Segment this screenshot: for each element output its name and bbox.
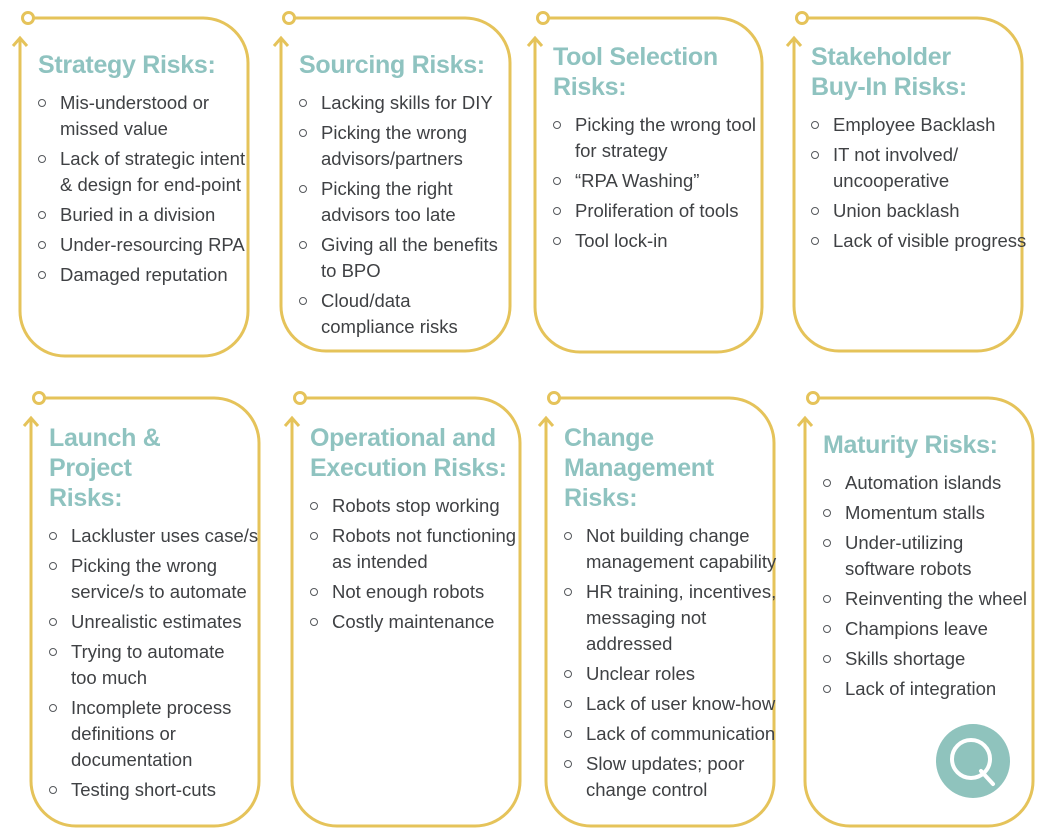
bullet-circle-icon — [564, 700, 572, 708]
risk-card — [811, 42, 1027, 258]
bullet-circle-icon — [564, 588, 572, 596]
frame-ring-icon — [549, 393, 560, 404]
list-item-text: Costly maintenance — [332, 611, 495, 632]
list-item — [553, 168, 752, 194]
list-item-text: Skills shortage — [845, 648, 966, 669]
list-item — [38, 202, 238, 228]
list-item-text: Union backlash — [833, 200, 960, 221]
list-item — [38, 146, 246, 198]
list-item — [564, 523, 777, 575]
list-item-text: Reinventing the wheel — [845, 588, 1028, 609]
bullet-circle-icon — [310, 588, 318, 596]
bullet-circle-icon — [811, 237, 819, 245]
list-item-text: Picking the wrong tool — [575, 114, 756, 135]
card-title-line: Maturity Risks: — [823, 431, 998, 459]
risk-card — [299, 50, 500, 344]
list-item-text: Unclear roles — [586, 663, 695, 684]
card-title-line: Sourcing Risks: — [299, 51, 485, 79]
frame-ring-icon — [34, 393, 45, 404]
list-item-text: missed value — [60, 118, 168, 139]
bullet-circle-icon — [553, 237, 561, 245]
risk-card — [564, 423, 777, 807]
card-title — [564, 423, 764, 513]
card-title-line: Management — [564, 454, 714, 482]
card-title — [553, 42, 752, 102]
list-item-text: Slow updates; poor — [586, 753, 745, 774]
bullet-circle-icon — [310, 618, 318, 626]
frame-ring-icon — [23, 13, 34, 24]
arrow-up-icon — [787, 38, 801, 46]
risk-list — [553, 112, 756, 254]
list-item-text: Champions leave — [845, 618, 988, 639]
list-item-text: Proliferation of tools — [575, 200, 739, 221]
bullet-circle-icon — [811, 207, 819, 215]
list-item-text: to BPO — [321, 260, 381, 281]
list-item — [299, 120, 500, 172]
frame-ring-icon — [284, 13, 295, 24]
card-title-line: Stakeholder — [811, 43, 951, 71]
list-item — [823, 530, 1023, 582]
list-item — [553, 198, 752, 224]
card-title — [823, 430, 1023, 460]
bullet-circle-icon — [299, 297, 307, 305]
list-item-text: Not enough robots — [332, 581, 485, 602]
list-item-text: change control — [586, 779, 708, 800]
list-item — [823, 586, 1028, 612]
list-item-text: Picking the wrong — [71, 555, 218, 576]
list-item — [823, 500, 1023, 526]
risk-list — [299, 90, 500, 340]
list-item — [553, 228, 752, 254]
list-item — [299, 90, 500, 116]
list-item-text: “RPA Washing” — [575, 170, 700, 191]
bullet-circle-icon — [38, 241, 46, 249]
list-item-text: documentation — [71, 749, 193, 770]
bullet-circle-icon — [553, 121, 561, 129]
bullet-circle-icon — [823, 479, 831, 487]
bullet-circle-icon — [38, 211, 46, 219]
magnifier-q-icon — [936, 724, 1010, 798]
card-title-line: Launch & Project — [49, 424, 161, 482]
bullet-circle-icon — [38, 155, 46, 163]
bullet-circle-icon — [49, 532, 57, 540]
list-item-text: Buried in a division — [60, 204, 216, 225]
bullet-circle-icon — [564, 760, 572, 768]
bullet-circle-icon — [811, 151, 819, 159]
list-item-text: Not building change — [586, 525, 750, 546]
list-item — [299, 232, 500, 284]
list-item-text: Lack of strategic intent — [60, 148, 246, 169]
card-title — [49, 423, 249, 513]
card-title — [299, 50, 500, 80]
bullet-circle-icon — [564, 532, 572, 540]
bullet-circle-icon — [299, 99, 307, 107]
list-item — [49, 695, 249, 773]
list-item — [823, 616, 1023, 642]
risk-list — [823, 470, 1028, 702]
list-item-text: Automation islands — [845, 472, 1002, 493]
list-item-text: uncooperative — [833, 170, 950, 191]
list-item — [811, 112, 1012, 138]
list-item — [564, 751, 764, 803]
list-item — [49, 777, 249, 803]
arrow-up-icon — [798, 418, 812, 426]
list-item-text: Incomplete process — [71, 697, 232, 718]
bullet-circle-icon — [310, 532, 318, 540]
list-item-text: Unrealistic estimates — [71, 611, 242, 632]
list-item-text: Lacking skills for DIY — [321, 92, 493, 113]
list-item-text: Lack of user know-how — [586, 693, 776, 714]
list-item — [49, 609, 249, 635]
risk-list — [811, 112, 1027, 254]
list-item-text: Momentum stalls — [845, 502, 985, 523]
list-item-text: IT not involved/ — [833, 144, 959, 165]
card-title-line: Risks: — [553, 73, 627, 101]
bullet-circle-icon — [299, 129, 307, 137]
list-item-text: compliance risks — [321, 316, 458, 337]
list-item-text: too much — [71, 667, 148, 688]
list-item-text: Employee Backlash — [833, 114, 996, 135]
list-item-text: Lack of visible progress — [833, 230, 1027, 251]
frame-ring-icon — [797, 13, 808, 24]
risk-card — [823, 430, 1028, 706]
list-item — [811, 198, 1012, 224]
list-item-text: advisors/partners — [321, 148, 463, 169]
bullet-circle-icon — [38, 99, 46, 107]
arrow-up-icon — [285, 418, 299, 426]
list-item — [823, 676, 1023, 702]
bullet-circle-icon — [310, 502, 318, 510]
list-item-text: messaging not — [586, 607, 707, 628]
bullet-circle-icon — [811, 121, 819, 129]
list-item-text: Cloud/data — [321, 290, 411, 311]
list-item — [310, 609, 510, 635]
list-item — [823, 646, 1023, 672]
logo-badge — [936, 724, 1010, 798]
bullet-circle-icon — [38, 271, 46, 279]
list-item — [310, 523, 517, 575]
list-item — [299, 176, 500, 228]
list-item-text: Mis-understood or — [60, 92, 210, 113]
arrow-up-icon — [13, 38, 27, 46]
list-item — [310, 493, 510, 519]
card-title — [310, 423, 510, 483]
bullet-circle-icon — [564, 730, 572, 738]
list-item — [564, 661, 764, 687]
list-item-text: service/s to automate — [71, 581, 247, 602]
list-item — [823, 470, 1023, 496]
bullet-circle-icon — [823, 509, 831, 517]
list-item — [564, 579, 777, 657]
list-item-text: Lackluster uses case/s — [71, 525, 259, 546]
list-item — [811, 228, 1027, 254]
risk-card — [38, 50, 246, 292]
bullet-circle-icon — [49, 648, 57, 656]
frame-ring-icon — [808, 393, 819, 404]
list-item — [38, 232, 245, 258]
bullet-circle-icon — [823, 539, 831, 547]
list-item-text: management capability — [586, 551, 777, 572]
list-item-text: HR training, incentives, — [586, 581, 777, 602]
list-item — [49, 523, 259, 549]
list-item-text: Lack of communication — [586, 723, 776, 744]
card-title-line: Risks: — [564, 484, 638, 512]
list-item — [49, 639, 249, 691]
card-title-line: Change — [564, 424, 654, 452]
card-title-line: Strategy Risks: — [38, 51, 216, 79]
risk-list — [310, 493, 517, 635]
bullet-circle-icon — [299, 241, 307, 249]
list-item — [564, 721, 776, 747]
list-item-text: Under-resourcing RPA — [60, 234, 245, 255]
risk-list — [564, 523, 777, 803]
arrow-up-icon — [539, 418, 553, 426]
list-item-text: Under-utilizing — [845, 532, 964, 553]
arrow-up-icon — [24, 418, 38, 426]
card-title-line: Tool Selection — [553, 43, 718, 71]
list-item-text: Robots not functioning — [332, 525, 517, 546]
risk-list — [49, 523, 259, 803]
list-item — [310, 579, 510, 605]
card-title-line: Execution Risks: — [310, 454, 507, 482]
list-item-text: Picking the wrong — [321, 122, 468, 143]
arrow-up-icon — [528, 38, 542, 46]
list-item-text: Tool lock-in — [575, 230, 668, 251]
list-item-text: Giving all the benefits — [321, 234, 498, 255]
bullet-circle-icon — [49, 786, 57, 794]
list-item — [553, 112, 756, 164]
list-item — [38, 90, 238, 142]
bullet-circle-icon — [49, 562, 57, 570]
frame-ring-icon — [538, 13, 549, 24]
bullet-circle-icon — [49, 618, 57, 626]
bullet-circle-icon — [823, 655, 831, 663]
list-item — [49, 553, 249, 605]
list-item-text: addressed — [586, 633, 673, 654]
risk-card — [49, 423, 259, 807]
list-item-text: Picking the right — [321, 178, 453, 199]
list-item — [564, 691, 776, 717]
list-item — [38, 262, 238, 288]
card-title-line: Buy-In Risks: — [811, 73, 967, 101]
list-item — [811, 142, 1012, 194]
list-item-text: advisors too late — [321, 204, 456, 225]
risk-card — [310, 423, 517, 639]
bullet-circle-icon — [823, 685, 831, 693]
bullet-circle-icon — [299, 185, 307, 193]
bullet-circle-icon — [553, 177, 561, 185]
list-item-text: Robots stop working — [332, 495, 500, 516]
frame-ring-icon — [295, 393, 306, 404]
list-item-text: Damaged reputation — [60, 264, 228, 285]
list-item — [299, 288, 500, 340]
list-item-text: Lack of integration — [845, 678, 997, 699]
risk-card — [553, 42, 756, 258]
list-item-text: Testing short-cuts — [71, 779, 216, 800]
bullet-circle-icon — [823, 595, 831, 603]
bullet-circle-icon — [553, 207, 561, 215]
list-item-text: Trying to automate — [71, 641, 225, 662]
card-title-line: Operational and — [310, 424, 496, 452]
card-title — [38, 50, 238, 80]
bullet-circle-icon — [49, 704, 57, 712]
card-title-line: Risks: — [49, 484, 123, 512]
bullet-circle-icon — [564, 670, 572, 678]
risk-list — [38, 90, 246, 288]
card-title — [811, 42, 1012, 102]
list-item-text: as intended — [332, 551, 428, 572]
list-item-text: software robots — [845, 558, 972, 579]
list-item-text: & design for end-point — [60, 174, 242, 195]
arrow-up-icon — [274, 38, 288, 46]
bullet-circle-icon — [823, 625, 831, 633]
list-item-text: for strategy — [575, 140, 668, 161]
list-item-text: definitions or — [71, 723, 176, 744]
